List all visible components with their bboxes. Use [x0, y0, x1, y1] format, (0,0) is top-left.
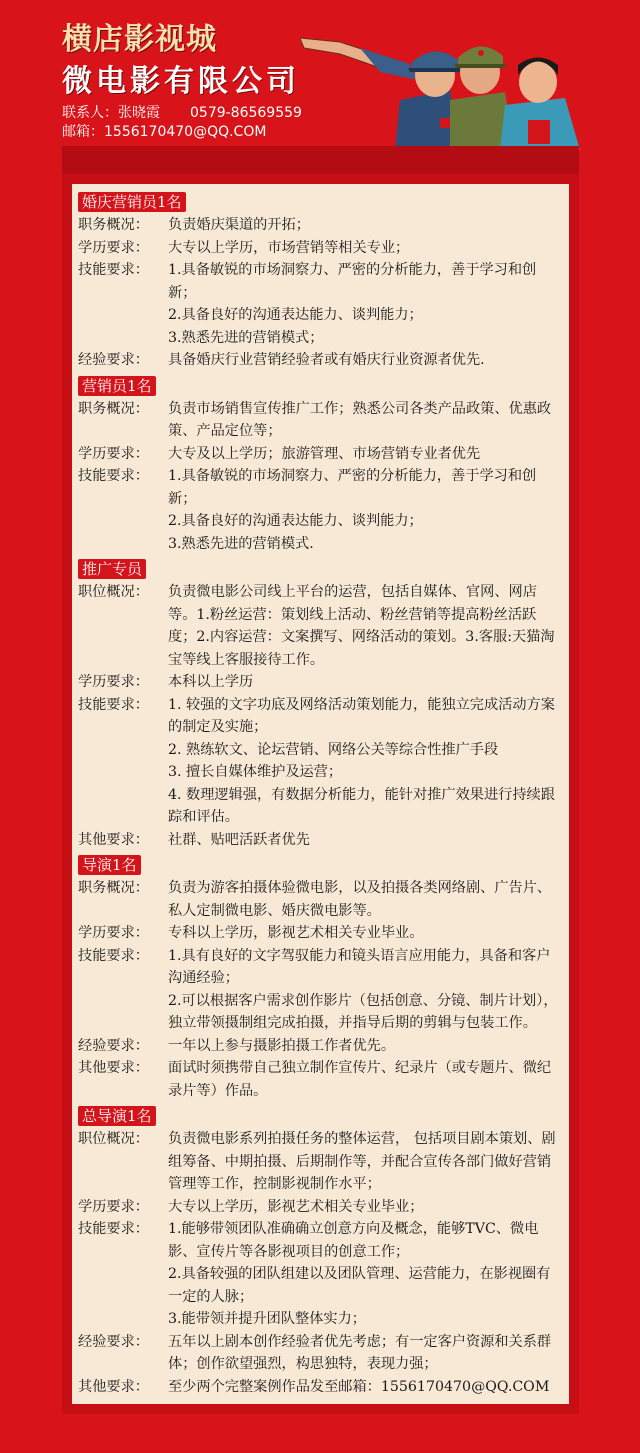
requirement-value: 大专以上学历，市场营销等相关专业；: [168, 239, 410, 256]
requirement-row: [78, 237, 563, 260]
requirement-value: 1. 较强的文字功底及网络活动策划能力，能独立完成活动方案的制定及实施；: [168, 696, 555, 735]
requirement-label: 学历要求：: [78, 674, 149, 690]
requirement-value: 1.能够带领团队准确确立创意方向及概念，能够TVC、微电影、宣传片等各影视项目的创意工作；: [168, 1221, 539, 1260]
requirement-label: 学历要求：: [78, 925, 149, 941]
section-title: 总导演1名: [78, 1106, 156, 1126]
requirement-row: [78, 443, 563, 466]
requirement-label: 技能要求：: [78, 947, 149, 964]
requirement-label: 经验要求：: [78, 352, 149, 368]
requirement-value: 2.可以根据客户需求创作影片（包括创意、分镜、制片计划），独立带领摄制组完成拍摄，并指导后期的剪辑与包装工作。: [168, 992, 558, 1031]
requirement-value: 3. 擅长自媒体维护及运营；: [168, 764, 343, 780]
requirement-row: [78, 922, 563, 945]
requirement-label: 职位概况：: [78, 584, 149, 600]
requirement-label: 其他要求：: [78, 1060, 149, 1076]
requirement-label: [78, 990, 168, 1035]
requirement-row: [78, 761, 563, 784]
requirement-value: 本科以上学历: [168, 674, 254, 690]
contact-person: 联系人：张晓霞: [62, 105, 160, 121]
contact-email: 邮箱：1556170470@QQ.COM: [62, 124, 267, 140]
requirement-row: [78, 877, 563, 922]
requirement-label: 职务概况：: [78, 400, 149, 417]
requirement-row: [78, 990, 563, 1035]
requirement-row: [78, 398, 563, 443]
section-title: 婚庆营销员1名: [78, 192, 186, 212]
requirement-value: 3.能带领并提升团队整体实力；: [168, 1311, 366, 1327]
company-name-line2: 微电影有限公司: [62, 64, 300, 99]
requirement-row: [78, 1263, 563, 1308]
propaganda-poster-illustration: [300, 20, 590, 150]
requirement-value: 具备婚庆行业营销经验者或有婚庆行业资源者优先.: [168, 352, 485, 368]
requirement-row: [78, 510, 563, 533]
requirement-label: 学历要求：: [78, 445, 149, 462]
requirement-label: [78, 327, 168, 350]
requirement-row: [78, 465, 563, 510]
requirement-value: 专科以上学历，影视艺术相关专业毕业。: [168, 925, 424, 941]
job-section: [78, 1102, 563, 1398]
requirement-row: [78, 945, 563, 990]
requirement-value: 2.具备较强的团队组建以及团队管理、运营能力，在影视圈有一定的人脉；: [168, 1266, 551, 1305]
footer-strip: [0, 1418, 640, 1453]
job-listing-panel: [72, 184, 569, 1404]
requirement-row: [78, 1196, 563, 1219]
contact-phone: 0579-86569559: [190, 105, 302, 121]
requirement-row: [78, 327, 563, 350]
requirement-value: 1.具备敏锐的市场洞察力、严密的分析能力，善于学习和创新；: [168, 262, 537, 301]
company-name-line1: 横店影视城: [62, 22, 217, 57]
job-section: [78, 555, 563, 851]
requirement-row: [78, 1128, 563, 1196]
requirement-label: [78, 1308, 168, 1331]
requirement-label: 经验要求：: [78, 1037, 149, 1054]
job-section: [78, 188, 563, 372]
contact-line: [62, 102, 302, 122]
requirement-value: 1.具备敏锐的市场洞察力、严密的分析能力，善于学习和创新；: [168, 468, 537, 507]
requirement-value: 面试时须携带自己独立制作宣传片、纪录片（或专题片、微纪录片等）作品。: [168, 1060, 552, 1099]
requirement-label: 技能要求：: [78, 696, 149, 713]
requirement-value: 负责为游客拍摄体验微电影，以及拍摄各类网络剧、广告片、私人定制微电影、婚庆微电影等。: [168, 880, 552, 919]
requirement-row: [78, 694, 563, 739]
requirement-value: 2.具备良好的沟通表达能力、谈判能力；: [168, 307, 423, 323]
requirement-row: [78, 739, 563, 762]
requirement-row: [78, 1376, 563, 1399]
job-section: [78, 372, 563, 556]
requirement-label: [78, 510, 168, 533]
requirement-value: 社群、贴吧活跃者优先: [168, 831, 310, 848]
requirement-label: [78, 739, 168, 762]
job-section: [78, 851, 563, 1102]
requirement-value: 负责婚庆渠道的开拓；: [168, 217, 310, 233]
requirement-value: 大专以上学历，影视艺术相关专业毕业；: [168, 1198, 424, 1215]
requirement-value: 负责微电影公司线上平台的运营，包括自媒体、官网、网店等。1.粉丝运营：策划线上活动、粉丝营销等提高粉丝活跃度；2.内容运营：文案撰写、网络活动的策划。3.客服:天猫淘宝等线上客服接待工作。: [168, 584, 555, 668]
requirement-row: [78, 304, 563, 327]
requirement-row: [78, 1308, 563, 1331]
requirement-value: 3.熟悉先进的营销模式.: [168, 535, 314, 552]
job-listing-content: [72, 184, 569, 1398]
requirement-row: [78, 1331, 563, 1376]
requirement-label: [78, 1263, 168, 1308]
requirement-label: 技能要求：: [78, 468, 149, 484]
requirement-value: 4. 数理逻辑强，有数据分析能力，能针对推广效果进行持续跟踪和评估。: [168, 786, 555, 825]
requirement-row: [78, 349, 563, 372]
header-divider-bar: [62, 146, 579, 174]
requirement-value: 负责市场销售宣传推广工作；熟悉公司各类产品政策、优惠政策、产品定位等；: [168, 400, 552, 439]
requirement-label: 职位概况：: [78, 1131, 149, 1147]
requirement-value: 大专及以上学历；旅游管理、市场营销专业者优先: [168, 445, 481, 462]
section-title: 推广专员: [78, 559, 146, 579]
requirement-row: [78, 784, 563, 829]
requirement-label: 经验要求：: [78, 1333, 149, 1350]
requirement-label: [78, 784, 168, 829]
requirement-label: 其他要求：: [78, 831, 149, 848]
requirement-row: [78, 533, 563, 556]
requirement-value: 2.具备良好的沟通表达能力、谈判能力；: [168, 513, 423, 529]
requirement-value: 3.熟悉先进的营销模式；: [168, 329, 324, 346]
requirement-row: [78, 581, 563, 671]
requirement-value: 一年以上参与摄影拍摄工作者优先。: [168, 1037, 396, 1054]
requirement-value: 五年以上剧本创作经验者优先考虑；有一定客户资源和关系群体；创作欲望强烈，构思独特，表现力强；: [168, 1333, 552, 1372]
requirement-row: [78, 671, 563, 694]
requirement-value: 负责微电影系列拍摄任务的整体运营， 包括项目剧本策划、剧组筹备、中期拍摄、后期制作等，并配合宣传各部门做好营销管理等工作，控制影视制作水平；: [168, 1131, 556, 1192]
requirement-row: [78, 1218, 563, 1263]
requirement-label: 技能要求：: [78, 1221, 149, 1237]
requirement-label: [78, 533, 168, 556]
requirement-label: 职务概况：: [78, 217, 149, 233]
requirement-value: 1.具有良好的文字驾驭能力和镜头语言应用能力，具备和客户沟通经验；: [168, 947, 551, 986]
section-title: 营销员1名: [78, 376, 156, 396]
requirement-label: 学历要求：: [78, 1198, 149, 1215]
requirement-row: [78, 214, 563, 237]
requirement-label: 学历要求：: [78, 239, 149, 256]
header: [0, 0, 640, 150]
section-title: 导演1名: [78, 855, 141, 875]
requirement-label: [78, 761, 168, 784]
requirement-value: 至少两个完整案例作品发至邮箱：1556170470@QQ.COM: [168, 1378, 550, 1395]
requirement-row: [78, 259, 563, 304]
requirement-label: [78, 304, 168, 327]
requirement-row: [78, 829, 563, 852]
requirement-row: [78, 1035, 563, 1058]
requirement-row: [78, 1057, 563, 1102]
requirement-label: 技能要求：: [78, 262, 149, 278]
requirement-label: 其他要求：: [78, 1378, 149, 1395]
requirement-value: 2. 熟练软文、论坛营销、网络公关等综合性推广手段: [168, 741, 499, 758]
requirement-label: 职务概况：: [78, 880, 149, 896]
